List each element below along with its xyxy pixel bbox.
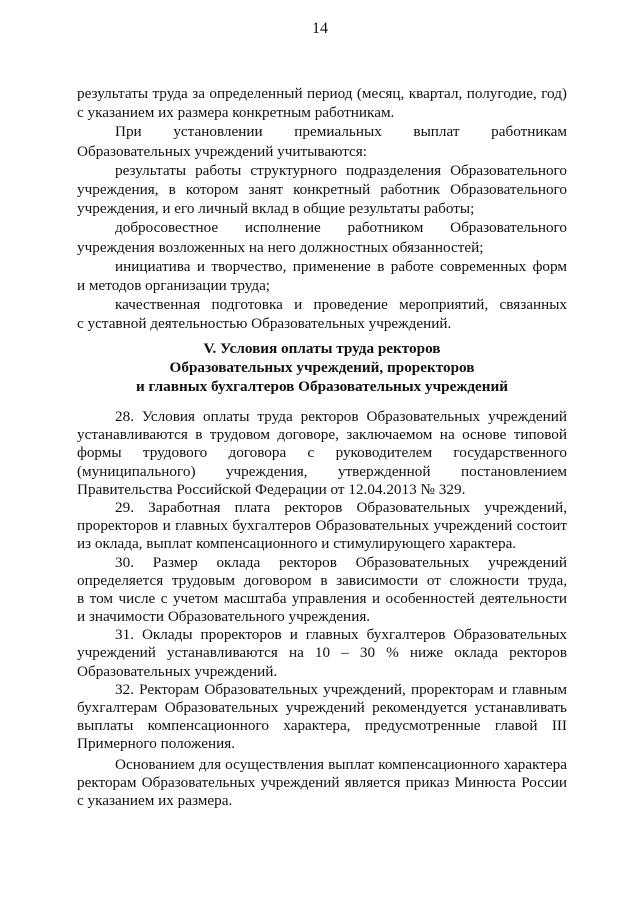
text-line: 29. Заработная плата ректоров Образовательных учреждений, <box>115 498 567 516</box>
text-line: с указанием их размера. <box>77 792 233 810</box>
text-line: Правительства Российской Федерации от 12.04.2013 № 329. <box>77 480 466 498</box>
text-line: Образовательных учреждений учитываются: <box>77 142 367 160</box>
top-section <box>77 84 567 333</box>
text-line: и методов организации труда; <box>77 276 271 294</box>
text-line: инициатива и творчество, применение в работе современных форм <box>115 257 567 275</box>
section-heading <box>77 339 567 397</box>
text-line: формы трудового договора с руководителем государственного <box>77 444 567 462</box>
text-line: и значимости Образовательного учреждения. <box>77 608 371 626</box>
page-number: 14 <box>312 20 328 37</box>
text-line: учреждения, в котором занят конкретный работник Образовательного <box>77 180 567 198</box>
text-line: определяется трудовым договором в зависимости от сложности труда, <box>77 571 567 589</box>
text-line: учреждений устанавливаются на 10 – 30 % ниже оклада ректоров <box>77 644 567 662</box>
text-line: добросовестное исполнение работником Образовательного <box>115 219 567 237</box>
text-line: 28. Условия оплаты труда ректоров Образовательных учреждений <box>115 408 567 425</box>
text-line: При установлении премиальных выплат работникам <box>115 123 567 141</box>
text-line: качественная подготовка и проведение мероприятий, связанных <box>115 296 567 314</box>
heading-line: V. Условия оплаты труда ректоров <box>203 340 441 357</box>
text-line: выплаты компенсационного характера, предусмотренные главой III <box>77 717 567 735</box>
final-paragraph <box>77 756 567 811</box>
heading-line: Образовательных учреждений, проректоров <box>169 359 475 377</box>
text-line: Образовательных учреждений. <box>77 662 278 680</box>
text-line: Примерного положения. <box>77 735 235 753</box>
text-line: 30. Размер оклада ректоров Образовательных учреждений <box>115 553 567 571</box>
text-line: бухгалтерам Образовательных учреждений рекомендуется устанавливать <box>77 699 567 716</box>
text-line: 32. Ректорам Образовательных учреждений, проректорам и главным <box>115 680 567 698</box>
text-line: (муниципального) учреждения, утвержденной постановлением <box>77 462 567 480</box>
heading-line: и главных бухгалтеров Образовательных учреждений <box>135 378 509 396</box>
text-line: учреждения возложенных на него должностных обязанностей; <box>77 238 484 256</box>
text-line: с уставной деятельностью Образовательных учреждений. <box>77 315 452 333</box>
text-line: учреждения, и его личный вклад в общие результаты работы; <box>77 200 475 218</box>
text-line: ректорам Образовательных учреждений является приказ Минюста России <box>77 774 567 792</box>
text-line: устанавливаются в трудовом договоре, заключаемом на основе типовой <box>77 426 567 444</box>
text-line: Основанием для осуществления выплат компенсационного характера <box>115 756 567 773</box>
text-line: результаты труда за определенный период (месяц, квартал, полугодие, год) <box>77 85 567 102</box>
body-section <box>77 408 567 754</box>
text-line: 31. Оклады проректоров и главных бухгалтеров Образовательных <box>115 626 567 644</box>
text-line: результаты работы структурного подразделения Образовательного <box>115 161 567 179</box>
text-line: с указанием их размера конкретным работникам. <box>77 104 395 122</box>
text-line: из оклада, выплат компенсационного и стимулирующего характера. <box>77 535 517 553</box>
text-line: проректоров и главных бухгалтеров Образовательных учреждений состоит <box>77 517 567 535</box>
text-line: в том числе с учетом масштаба управления и особенностей деятельности <box>77 589 567 607</box>
